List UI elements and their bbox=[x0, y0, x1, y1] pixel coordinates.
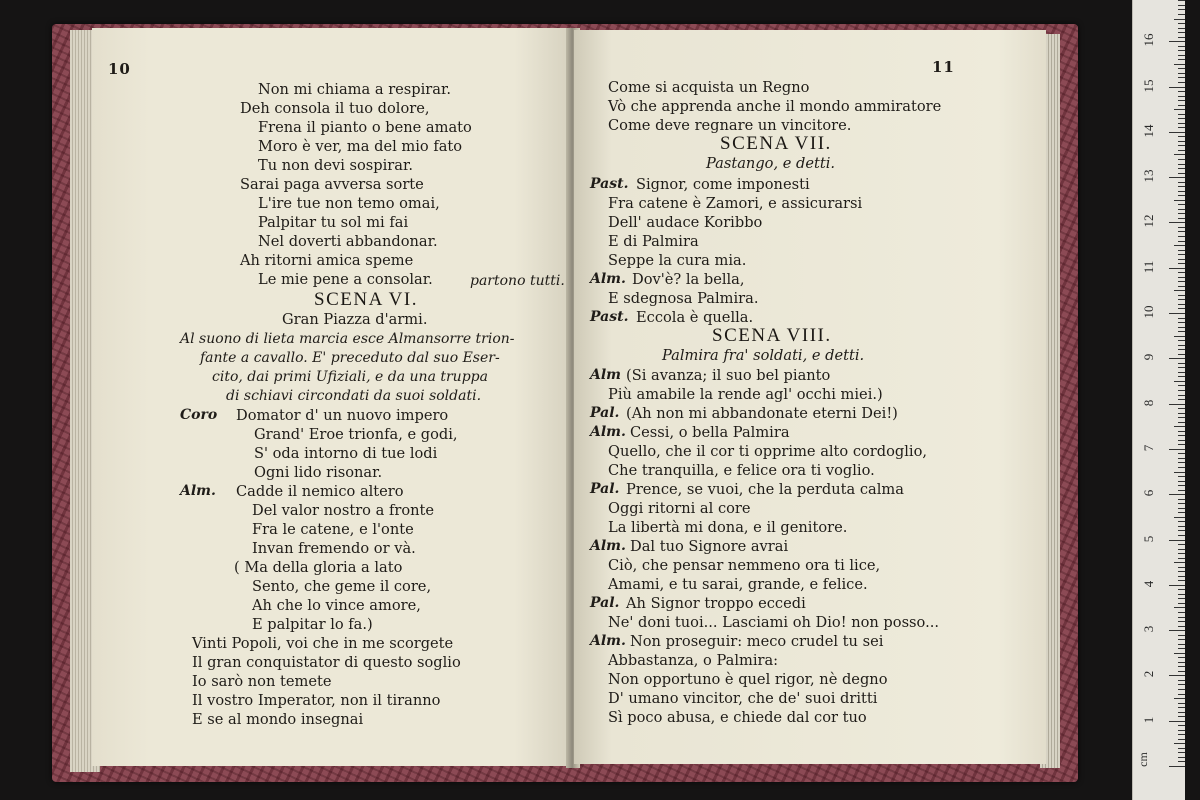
ruler-tick bbox=[1178, 395, 1185, 396]
speaker-label: Past. bbox=[590, 309, 629, 325]
ruler-tick bbox=[1174, 472, 1185, 473]
ruler-tick bbox=[1178, 5, 1185, 6]
ruler-tick bbox=[1178, 23, 1185, 24]
ruler-tick bbox=[1174, 336, 1185, 337]
ruler-tick bbox=[1178, 440, 1185, 441]
text-line: La libertà mi dona, e il genitore. bbox=[608, 519, 848, 536]
ruler-tick bbox=[1178, 553, 1185, 554]
text-line: Eccola è quella. bbox=[636, 309, 754, 326]
measuring-ruler bbox=[1132, 0, 1185, 800]
ruler-number: 14 bbox=[1141, 124, 1156, 138]
text-line: Ne' doni tuoi... Lasciami oh Dio! non posso... bbox=[608, 614, 939, 631]
ruler-tick bbox=[1178, 485, 1185, 486]
ruler-tick bbox=[1169, 721, 1185, 722]
ruler-number: 11 bbox=[1141, 260, 1156, 273]
ruler-tick bbox=[1178, 236, 1185, 237]
ruler-tick bbox=[1169, 313, 1185, 314]
ruler-tick bbox=[1178, 136, 1185, 137]
ruler-tick bbox=[1178, 734, 1185, 735]
ruler-tick bbox=[1178, 444, 1185, 445]
ruler-tick bbox=[1174, 743, 1185, 744]
text-line: Deh consola il tuo dolore, bbox=[240, 100, 430, 117]
ruler-tick bbox=[1178, 308, 1185, 309]
text-line: L'ire tue non temo omai, bbox=[258, 195, 440, 212]
speaker-label: Alm. bbox=[180, 483, 216, 499]
ruler-tick bbox=[1178, 476, 1185, 477]
text-line: Invan fremendo or và. bbox=[252, 540, 416, 557]
ruler-tick bbox=[1174, 154, 1185, 155]
ruler-tick bbox=[1178, 299, 1185, 300]
ruler-tick bbox=[1174, 517, 1185, 518]
ruler-tick bbox=[1169, 222, 1185, 223]
ruler-tick bbox=[1178, 644, 1185, 645]
ruler-tick bbox=[1178, 145, 1185, 146]
ruler-tick bbox=[1178, 182, 1185, 183]
ruler-number: 9 bbox=[1141, 354, 1156, 361]
ruler-tick bbox=[1178, 481, 1185, 482]
ruler-tick bbox=[1169, 766, 1185, 767]
ruler-tick bbox=[1178, 114, 1185, 115]
ruler-tick bbox=[1178, 227, 1185, 228]
ruler-tick bbox=[1178, 345, 1185, 346]
ruler-number: 1 bbox=[1141, 716, 1156, 723]
ruler-tick bbox=[1178, 431, 1185, 432]
text-line: Prence, se vuoi, che la perduta calma bbox=[626, 481, 904, 498]
ruler-tick bbox=[1178, 186, 1185, 187]
text-line: Come si acquista un Regno bbox=[608, 79, 810, 96]
ruler-tick bbox=[1178, 127, 1185, 128]
ruler-tick bbox=[1169, 41, 1185, 42]
stage-direction: Palmira fra' soldati, e detti. bbox=[662, 347, 865, 364]
ruler-tick bbox=[1178, 567, 1185, 568]
ruler-tick bbox=[1169, 132, 1185, 133]
speaker-label: Past. bbox=[590, 176, 629, 192]
speaker-label: Alm. bbox=[590, 538, 626, 554]
ruler-tick bbox=[1169, 268, 1185, 269]
ruler-tick bbox=[1178, 598, 1185, 599]
ruler-number: 10 bbox=[1141, 305, 1156, 319]
ruler-tick bbox=[1178, 150, 1185, 151]
ruler-tick bbox=[1169, 358, 1185, 359]
ruler-tick bbox=[1178, 376, 1185, 377]
text-line: Quello, che il cor ti opprime alto cordoglio, bbox=[608, 443, 928, 460]
ruler-tick bbox=[1178, 716, 1185, 717]
text-line: Cessi, o bella Palmira bbox=[630, 424, 790, 441]
ruler-tick bbox=[1178, 304, 1185, 305]
ruler-tick bbox=[1178, 417, 1185, 418]
ruler-number: 5 bbox=[1141, 535, 1156, 542]
left-page bbox=[92, 28, 572, 766]
ruler-tick bbox=[1178, 422, 1185, 423]
ruler-tick bbox=[1178, 318, 1185, 319]
text-line: Dell' audace Koribbo bbox=[608, 214, 763, 231]
stage-direction: Pastango, e detti. bbox=[706, 155, 836, 172]
ruler-tick bbox=[1169, 404, 1185, 405]
ruler-tick bbox=[1174, 607, 1185, 608]
ruler-tick bbox=[1178, 322, 1185, 323]
ruler-tick bbox=[1178, 612, 1185, 613]
ruler-tick bbox=[1178, 462, 1185, 463]
text-line: Vinti Popoli, voi che in me scorgete bbox=[192, 635, 454, 652]
text-line: E sdegnosa Palmira. bbox=[608, 290, 759, 307]
ruler-tick bbox=[1178, 340, 1185, 341]
scene-heading: SCENA VII. bbox=[720, 133, 832, 154]
ruler-number: 13 bbox=[1141, 169, 1156, 183]
ruler-tick bbox=[1178, 105, 1185, 106]
ruler-tick bbox=[1178, 757, 1185, 758]
ruler-tick bbox=[1178, 621, 1185, 622]
ruler-tick bbox=[1178, 707, 1185, 708]
ruler-tick bbox=[1178, 100, 1185, 101]
text-line: Ciò, che pensar nemmeno ora ti lice, bbox=[608, 557, 881, 574]
ruler-tick bbox=[1178, 571, 1185, 572]
ruler-tick bbox=[1178, 408, 1185, 409]
ruler-number: 4 bbox=[1141, 580, 1156, 588]
ruler-tick bbox=[1178, 752, 1185, 753]
text-line: Nel doverti abbandonar. bbox=[258, 233, 438, 250]
speaker-label: Alm. bbox=[590, 271, 626, 287]
ruler-tick bbox=[1178, 173, 1185, 174]
ruler-tick bbox=[1178, 558, 1185, 559]
text-line: Il gran conquistator di questo soglio bbox=[192, 654, 461, 671]
ruler-tick bbox=[1178, 349, 1185, 350]
text-line: Sì poco abusa, e chiede dal cor tuo bbox=[608, 709, 867, 726]
ruler-tick bbox=[1178, 28, 1185, 29]
ruler-tick bbox=[1178, 635, 1185, 636]
ruler-tick bbox=[1178, 503, 1185, 504]
text-line: Cadde il nemico altero bbox=[236, 483, 404, 500]
ruler-tick bbox=[1178, 761, 1185, 762]
ruler-tick bbox=[1178, 453, 1185, 454]
ruler-tick bbox=[1178, 435, 1185, 436]
ruler-tick bbox=[1174, 64, 1185, 65]
text-line: Il vostro Imperator, non il tiranno bbox=[192, 692, 441, 709]
ruler-tick bbox=[1178, 37, 1185, 38]
ruler-tick bbox=[1174, 245, 1185, 246]
ruler-number: 6 bbox=[1141, 489, 1156, 497]
ruler-tick bbox=[1178, 195, 1185, 196]
ruler-tick bbox=[1178, 259, 1185, 260]
speaker-label: Coro bbox=[180, 407, 218, 423]
ruler-tick bbox=[1178, 603, 1185, 604]
text-line: E palpitar lo fa.) bbox=[252, 616, 373, 633]
ruler-tick bbox=[1169, 494, 1185, 495]
ruler-tick bbox=[1178, 399, 1185, 400]
text-line: Seppe la cura mia. bbox=[608, 252, 747, 269]
ruler-tick bbox=[1178, 526, 1185, 527]
ruler-tick bbox=[1178, 689, 1185, 690]
ruler-tick bbox=[1174, 290, 1185, 291]
text-line: Signor, come imponesti bbox=[636, 176, 810, 193]
text-line: E se al mondo insegnai bbox=[192, 711, 364, 728]
speaker-label: Alm bbox=[590, 367, 621, 383]
text-line: Tu non devi sospirar. bbox=[258, 157, 413, 174]
text-line: Grand' Eroe trionfa, e godi, bbox=[254, 426, 458, 443]
ruler-tick bbox=[1178, 549, 1185, 550]
text-line: Le mie pene a consolar. bbox=[258, 271, 433, 288]
text-line: Del valor nostro a fronte bbox=[252, 502, 435, 519]
ruler-tick bbox=[1178, 385, 1185, 386]
ruler-tick bbox=[1178, 372, 1185, 373]
scene-location: Gran Piazza d'armi. bbox=[282, 311, 428, 328]
scene-heading: SCENA VI. bbox=[314, 289, 418, 310]
ruler-tick bbox=[1178, 694, 1185, 695]
text-line: Sarai paga avversa sorte bbox=[240, 176, 424, 193]
ruler-tick bbox=[1178, 277, 1185, 278]
ruler-tick bbox=[1174, 200, 1185, 201]
ruler-tick bbox=[1178, 648, 1185, 649]
ruler-tick bbox=[1174, 562, 1185, 563]
text-line: Ah che lo vince amore, bbox=[252, 597, 421, 614]
ruler-tick bbox=[1178, 703, 1185, 704]
ruler-tick bbox=[1178, 367, 1185, 368]
ruler-tick bbox=[1178, 118, 1185, 119]
ruler-tick bbox=[1169, 87, 1185, 88]
ruler-tick bbox=[1178, 123, 1185, 124]
ruler-tick bbox=[1178, 14, 1185, 15]
text-line: Ogni lido risonar. bbox=[254, 464, 383, 481]
ruler-tick bbox=[1178, 250, 1185, 251]
ruler-tick bbox=[1174, 381, 1185, 382]
ruler-tick bbox=[1174, 109, 1185, 110]
ruler-tick bbox=[1178, 68, 1185, 69]
text-line: Oggi ritorni al core bbox=[608, 500, 751, 517]
ruler-tick bbox=[1178, 580, 1185, 581]
ruler-tick bbox=[1178, 241, 1185, 242]
ruler-tick bbox=[1169, 585, 1185, 586]
ruler-tick bbox=[1178, 46, 1185, 47]
ruler-tick bbox=[1178, 159, 1185, 160]
text-line: Io sarò non temete bbox=[192, 673, 332, 690]
speaker-label: Pal. bbox=[590, 405, 620, 421]
text-line: Dal tuo Signore avrai bbox=[630, 538, 789, 555]
ruler-number: 3 bbox=[1141, 625, 1156, 633]
ruler-tick bbox=[1178, 91, 1185, 92]
text-line: Ah Signor troppo eccedi bbox=[626, 595, 806, 612]
ruler-tick bbox=[1169, 630, 1185, 631]
ruler-number: 2 bbox=[1141, 671, 1156, 678]
text-line: Sento, che geme il core, bbox=[252, 578, 432, 595]
text-line: Ah ritorni amica speme bbox=[240, 252, 414, 269]
ruler-tick bbox=[1178, 684, 1185, 685]
ruler-unit: cm bbox=[1135, 752, 1150, 767]
text-line: Palpitar tu sol mi fai bbox=[258, 214, 409, 231]
ruler-tick bbox=[1178, 272, 1185, 273]
scene-heading: SCENA VIII. bbox=[712, 325, 832, 346]
ruler-tick bbox=[1178, 191, 1185, 192]
text-line: Moro è ver, ma del mio fato bbox=[258, 138, 463, 155]
ruler-tick bbox=[1178, 55, 1185, 56]
ruler-tick bbox=[1178, 141, 1185, 142]
speaker-label: Alm. bbox=[590, 633, 626, 649]
text-line: E di Palmira bbox=[608, 233, 699, 250]
ruler-tick bbox=[1178, 73, 1185, 74]
ruler-tick bbox=[1169, 675, 1185, 676]
ruler-tick bbox=[1178, 639, 1185, 640]
text-line: Non mi chiama a respirar. bbox=[258, 81, 451, 98]
ruler-tick bbox=[1174, 19, 1185, 20]
text-line: D' umano vincitor, che de' suoi dritti bbox=[608, 690, 878, 707]
ruler-tick bbox=[1178, 617, 1185, 618]
ruler-tick bbox=[1178, 9, 1185, 10]
ruler-tick bbox=[1174, 426, 1185, 427]
ruler-tick bbox=[1178, 512, 1185, 513]
ruler-tick bbox=[1178, 458, 1185, 459]
ruler-tick bbox=[1178, 281, 1185, 282]
text-line: Amami, e tu sarai, grande, e felice. bbox=[608, 576, 868, 593]
speaker-label: Pal. bbox=[590, 595, 620, 611]
ruler-tick bbox=[1178, 295, 1185, 296]
ruler-tick bbox=[1178, 96, 1185, 97]
ruler-tick bbox=[1178, 657, 1185, 658]
ruler-tick bbox=[1178, 354, 1185, 355]
text-line: Non opportuno è quel rigor, nè degno bbox=[608, 671, 888, 688]
page-number: 10 bbox=[108, 60, 131, 78]
ruler-tick bbox=[1178, 467, 1185, 468]
ruler-tick bbox=[1178, 712, 1185, 713]
ruler-tick bbox=[1178, 739, 1185, 740]
stage-direction: fante a cavallo. E' preceduto dal suo Eser- bbox=[200, 350, 500, 366]
ruler-tick bbox=[1178, 662, 1185, 663]
ruler-number: 12 bbox=[1141, 214, 1156, 228]
ruler-tick bbox=[1178, 286, 1185, 287]
text-line: Frena il pianto o bene amato bbox=[258, 119, 472, 136]
ruler-tick bbox=[1178, 77, 1185, 78]
text-line: Abbastanza, o Palmira: bbox=[608, 652, 779, 669]
ruler-tick bbox=[1178, 666, 1185, 667]
text-line: Come deve regnare un vincitore. bbox=[608, 117, 852, 134]
ruler-tick bbox=[1178, 0, 1185, 1]
stage-direction: cito, dai primi Ufiziali, e da una truppa bbox=[212, 369, 488, 385]
text-line: (Si avanza; il suo bel pianto bbox=[626, 367, 831, 384]
text-line: Che tranquilla, e felice ora ti voglio. bbox=[608, 462, 875, 479]
ruler-tick bbox=[1178, 59, 1185, 60]
ruler-tick bbox=[1178, 589, 1185, 590]
ruler-tick bbox=[1178, 594, 1185, 595]
ruler-tick bbox=[1178, 363, 1185, 364]
ruler-tick bbox=[1178, 331, 1185, 332]
text-line: Vò che apprenda anche il mondo ammiratore bbox=[608, 98, 942, 115]
ruler-tick bbox=[1178, 263, 1185, 264]
ruler-number: 15 bbox=[1141, 79, 1156, 92]
speaker-label: Pal. bbox=[590, 481, 620, 497]
ruler-tick bbox=[1178, 218, 1185, 219]
ruler-tick bbox=[1178, 209, 1185, 210]
text-line: Domator d' un nuovo impero bbox=[236, 407, 449, 424]
ruler-tick bbox=[1178, 725, 1185, 726]
ruler-tick bbox=[1178, 730, 1185, 731]
ruler-tick bbox=[1178, 204, 1185, 205]
ruler-tick bbox=[1178, 530, 1185, 531]
ruler-tick bbox=[1178, 521, 1185, 522]
ruler-tick bbox=[1178, 499, 1185, 500]
ruler-tick bbox=[1178, 168, 1185, 169]
ruler-tick bbox=[1178, 671, 1185, 672]
ruler-tick bbox=[1178, 544, 1185, 545]
ruler-tick bbox=[1174, 698, 1185, 699]
ruler-tick bbox=[1178, 50, 1185, 51]
ruler-tick bbox=[1178, 535, 1185, 536]
text-line: (Ah non mi abbandonate eterni Dei!) bbox=[626, 405, 898, 422]
ruler-tick bbox=[1178, 413, 1185, 414]
ruler-tick bbox=[1169, 177, 1185, 178]
ruler-tick bbox=[1178, 213, 1185, 214]
ruler-tick bbox=[1178, 327, 1185, 328]
ruler-tick bbox=[1178, 680, 1185, 681]
ruler-tick bbox=[1178, 626, 1185, 627]
ruler-tick bbox=[1178, 164, 1185, 165]
ruler-tick bbox=[1178, 508, 1185, 509]
ruler-number: 16 bbox=[1141, 33, 1156, 47]
ruler-tick bbox=[1178, 748, 1185, 749]
text-line: Dov'è? la bella, bbox=[632, 271, 745, 288]
right-page bbox=[574, 30, 1046, 764]
ruler-tick bbox=[1169, 449, 1185, 450]
speaker-label: Alm. bbox=[590, 424, 626, 440]
text-line: Fra catene è Zamori, e assicurarsi bbox=[608, 195, 863, 212]
ruler-tick bbox=[1178, 82, 1185, 83]
page-number: 11 bbox=[932, 58, 955, 76]
text-line: Non proseguir: meco crudel tu sei bbox=[630, 633, 884, 650]
ruler-number: 8 bbox=[1141, 399, 1156, 406]
stage-direction: Al suono di lieta marcia esce Almansorre trion- bbox=[180, 331, 515, 347]
text-line: ( Ma della gloria a lato bbox=[234, 559, 403, 576]
text-line: Più amabile la rende agl' occhi miei.) bbox=[608, 386, 883, 403]
ruler-tick bbox=[1178, 254, 1185, 255]
ruler-tick bbox=[1178, 32, 1185, 33]
ruler-number: 7 bbox=[1141, 444, 1156, 452]
ruler-tick bbox=[1178, 576, 1185, 577]
stage-direction: di schiavi circondati da suoi soldati. bbox=[226, 388, 482, 404]
ruler-tick bbox=[1169, 540, 1185, 541]
ruler-tick bbox=[1178, 231, 1185, 232]
ruler-tick bbox=[1178, 390, 1185, 391]
stage-direction: partono tutti. bbox=[470, 273, 565, 289]
ruler-tick bbox=[1178, 490, 1185, 491]
text-line: Fra le catene, e l'onte bbox=[252, 521, 414, 538]
ruler-tick bbox=[1174, 653, 1185, 654]
text-line: S' oda intorno di tue lodi bbox=[254, 445, 438, 462]
